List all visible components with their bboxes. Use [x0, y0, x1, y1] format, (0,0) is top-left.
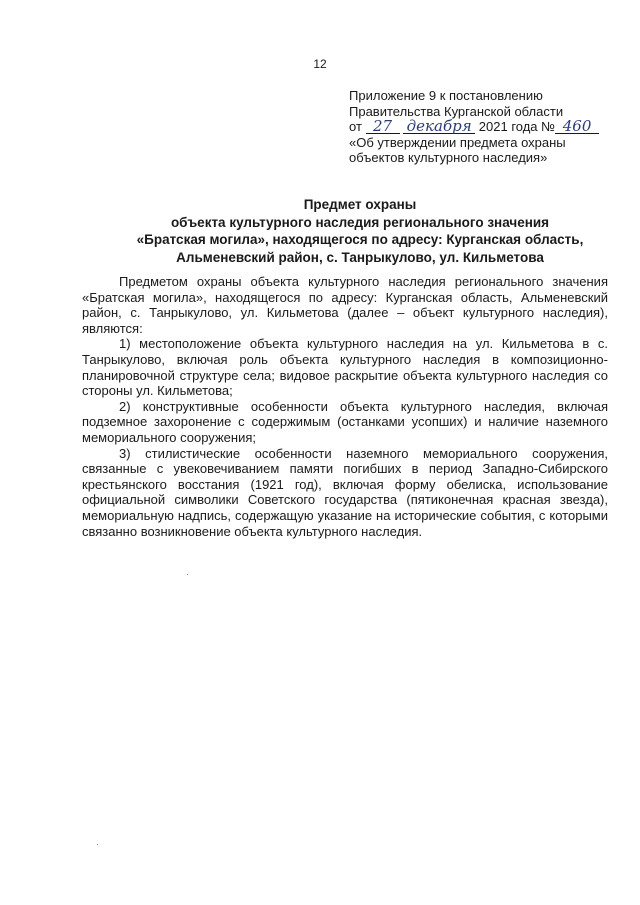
- document-title: [80, 196, 640, 266]
- document-body: [82, 274, 608, 539]
- title-line-4: Альменевский район, с. Танрыкулово, ул. Кильметова: [176, 249, 544, 265]
- scan-speck: [187, 574, 188, 575]
- date-prefix: от: [349, 119, 362, 134]
- appendix-line-2: Правительства Курганской области: [349, 103, 564, 119]
- date-day-field: [366, 117, 400, 135]
- body-item-3: 3) стилистические особенности наземного мемориального сооружения, связанные с увековечиванием памяти погибших в период Западно-Сибирского крестьянского восстания (1921 год), включая форму обелиска, использование официальной символики Советского государства (пятиконечная красная звезда), мемориальную надпись, содержащую указание на исторические события, с которыми связанно возникновение объекта культурного наследия.: [82, 445, 608, 539]
- title-line-2: объекта культурного наследия регионального значения: [170, 214, 550, 230]
- date-month-handwritten: декабря: [406, 117, 472, 135]
- body-intro-paragraph: Предметом охраны объекта культурного наследия регионального значения «Братская могила», находящегося по адресу: Курганская область, Альменевский район, с. Танрыкулово, ул. Кильметова (далее – объект культурного наследия), являются:: [82, 274, 608, 336]
- scan-speck: [97, 844, 98, 845]
- appendix-line-5: объектов культурного наследия»: [349, 150, 548, 165]
- date-year: 2021 года №: [478, 119, 556, 134]
- document-number-handwritten: 460: [562, 117, 592, 135]
- date-day-handwritten: 27: [372, 117, 393, 135]
- appendix-line-4: «Об утверждении предмета охраны: [349, 134, 566, 150]
- page-number: 12: [313, 57, 327, 71]
- appendix-line-1: Приложение 9 к постановлению: [349, 88, 543, 103]
- date-month-field: [403, 117, 475, 135]
- appendix-block: [349, 88, 619, 166]
- document-number-field: [555, 117, 599, 135]
- title-line-3: «Братская могила», находящегося по адресу: Курганская область,: [136, 232, 584, 247]
- body-item-1: 1) местоположение объекта культурного наследия на ул. Кильметова в с. Танрыкулово, включая роль объекта культурного наследия в композиционно-планировочной структуре села; видовое раскрытие объекта культурного наследия со стороны ул. Кильметова;: [82, 336, 608, 399]
- title-line-1: Предмет охраны: [303, 197, 417, 212]
- appendix-date-line: [349, 119, 619, 135]
- body-item-2: 2) конструктивные особенности объекта культурного наследия, включая подземное захоронение с содержимым (останками усопших) и наличие наземного мемориального сооружения;: [82, 398, 608, 445]
